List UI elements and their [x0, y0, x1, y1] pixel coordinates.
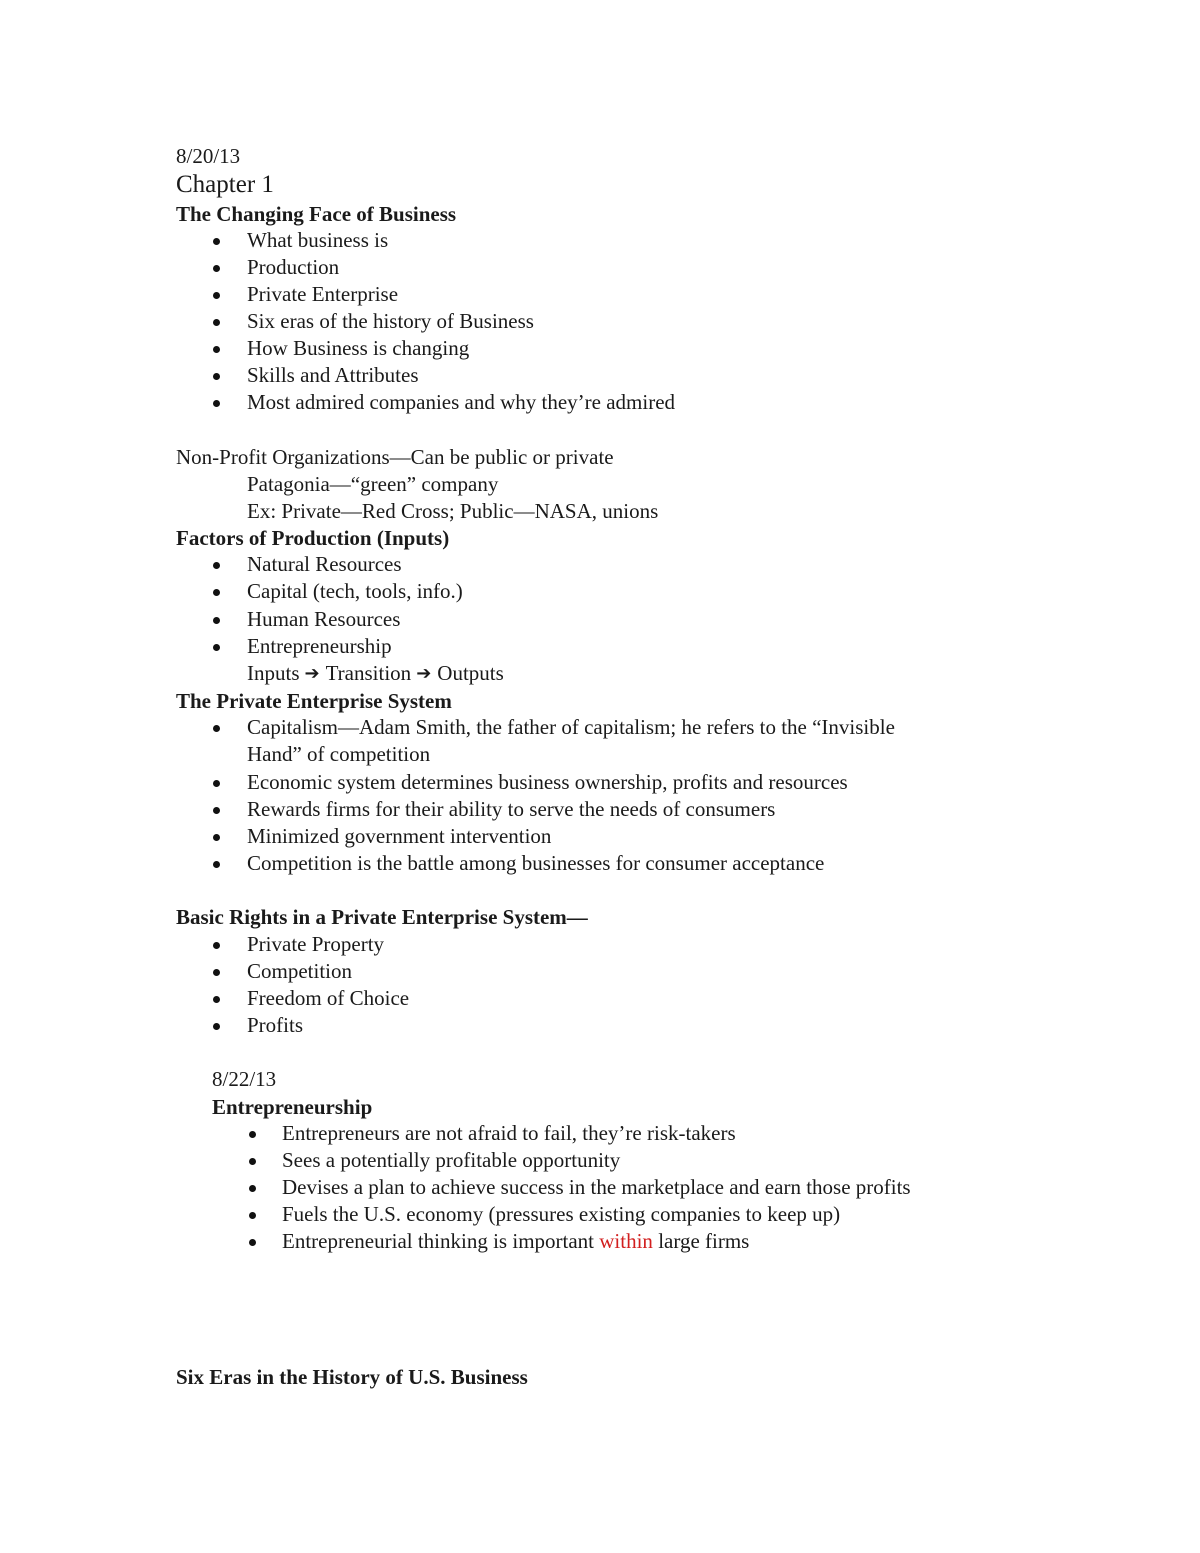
bullet-icon	[213, 617, 220, 624]
bullet-icon	[213, 644, 220, 651]
list-item: Sees a potentially profitable opportunity	[282, 1148, 621, 1172]
bullet-icon	[213, 996, 220, 1003]
list-item: Freedom of Choice	[247, 986, 410, 1010]
heading-entrepreneurship: Entrepreneurship	[212, 1095, 373, 1119]
list-item: Rewards firms for their ability to serve the needs of consumers	[247, 797, 776, 821]
list-item: Devises a plan to achieve success in the marketplace and earn those profits	[282, 1175, 911, 1199]
bullet-icon	[213, 373, 220, 380]
nonprofit-example-patagonia: Patagonia—“green” company	[247, 472, 499, 496]
list-item: How Business is changing	[247, 336, 470, 360]
bullet-icon	[213, 861, 220, 868]
bullet-icon	[213, 400, 220, 407]
nonprofit-line: Non-Profit Organizations—Can be public or private	[176, 445, 614, 469]
list-item: What business is	[247, 228, 389, 252]
heading-factors-of-production: Factors of Production (Inputs)	[176, 526, 450, 550]
list-item: Fuels the U.S. economy (pressures existing companies to keep up)	[282, 1202, 841, 1226]
heading-private-enterprise: The Private Enterprise System	[176, 689, 452, 713]
right-arrow-icon: ➔	[416, 663, 432, 684]
flow-transition: Transition	[325, 661, 412, 685]
list-item: Economic system determines business ownership, profits and resources	[247, 770, 848, 794]
bullet-icon	[249, 1185, 256, 1192]
bullet-icon	[213, 969, 220, 976]
bullet-icon	[213, 807, 220, 814]
list-item	[282, 1228, 749, 1255]
list-item: Competition	[247, 959, 352, 983]
right-arrow-icon: ➔	[304, 663, 320, 684]
bullet-icon	[213, 238, 220, 245]
bullet-icon	[249, 1158, 256, 1165]
date-8-20-13: 8/20/13	[176, 144, 241, 168]
list-item: Natural Resources	[247, 552, 402, 576]
bullet-icon	[249, 1212, 256, 1219]
bullet-icon	[213, 725, 220, 732]
list-item: Private Enterprise	[247, 282, 399, 306]
bullet-icon	[213, 346, 220, 353]
bullet-icon	[249, 1239, 256, 1246]
nonprofit-examples: Ex: Private—Red Cross; Public—NASA, unions	[247, 499, 659, 523]
heading-six-eras: Six Eras in the History of U.S. Business	[176, 1365, 528, 1389]
list-item: Production	[247, 255, 340, 279]
heading-changing-face: The Changing Face of Business	[176, 202, 457, 226]
list-item: Human Resources	[247, 607, 401, 631]
list-item: Six eras of the history of Business	[247, 309, 534, 333]
list-item: Entrepreneurs are not afraid to fail, they’re risk-takers	[282, 1121, 736, 1145]
flow-inputs: Inputs	[247, 661, 300, 685]
list-item: Competition is the battle among businesses for consumer acceptance	[247, 851, 825, 875]
list-item: Capitalism—Adam Smith, the father of capitalism; he refers to the “Invisible	[247, 715, 895, 739]
input-output-flow	[247, 660, 504, 688]
highlighted-word: within	[599, 1229, 653, 1253]
list-item-text: Entrepreneurial thinking is important	[282, 1229, 595, 1253]
list-item: Skills and Attributes	[247, 363, 419, 387]
list-item-continuation: Hand” of competition	[247, 742, 431, 766]
bullet-icon	[213, 942, 220, 949]
bullet-icon	[213, 834, 220, 841]
chapter-title: Chapter 1	[176, 171, 274, 198]
list-item: Entrepreneurship	[247, 634, 392, 658]
bullet-icon	[213, 780, 220, 787]
list-item-text: large firms	[658, 1229, 750, 1253]
list-item: Private Property	[247, 932, 385, 956]
list-item: Profits	[247, 1013, 304, 1037]
bullet-icon	[213, 589, 220, 596]
flow-outputs: Outputs	[437, 661, 504, 685]
list-item: Minimized government intervention	[247, 824, 552, 848]
heading-basic-rights: Basic Rights in a Private Enterprise System—	[176, 905, 588, 929]
list-item: Capital (tech, tools, info.)	[247, 579, 463, 603]
date-8-22-13: 8/22/13	[212, 1067, 277, 1091]
bullet-icon	[213, 562, 220, 569]
bullet-icon	[213, 292, 220, 299]
list-item: Most admired companies and why they’re admired	[247, 390, 676, 414]
bullet-icon	[213, 1023, 220, 1030]
bullet-icon	[249, 1131, 256, 1138]
bullet-icon	[213, 265, 220, 272]
bullet-icon	[213, 319, 220, 326]
